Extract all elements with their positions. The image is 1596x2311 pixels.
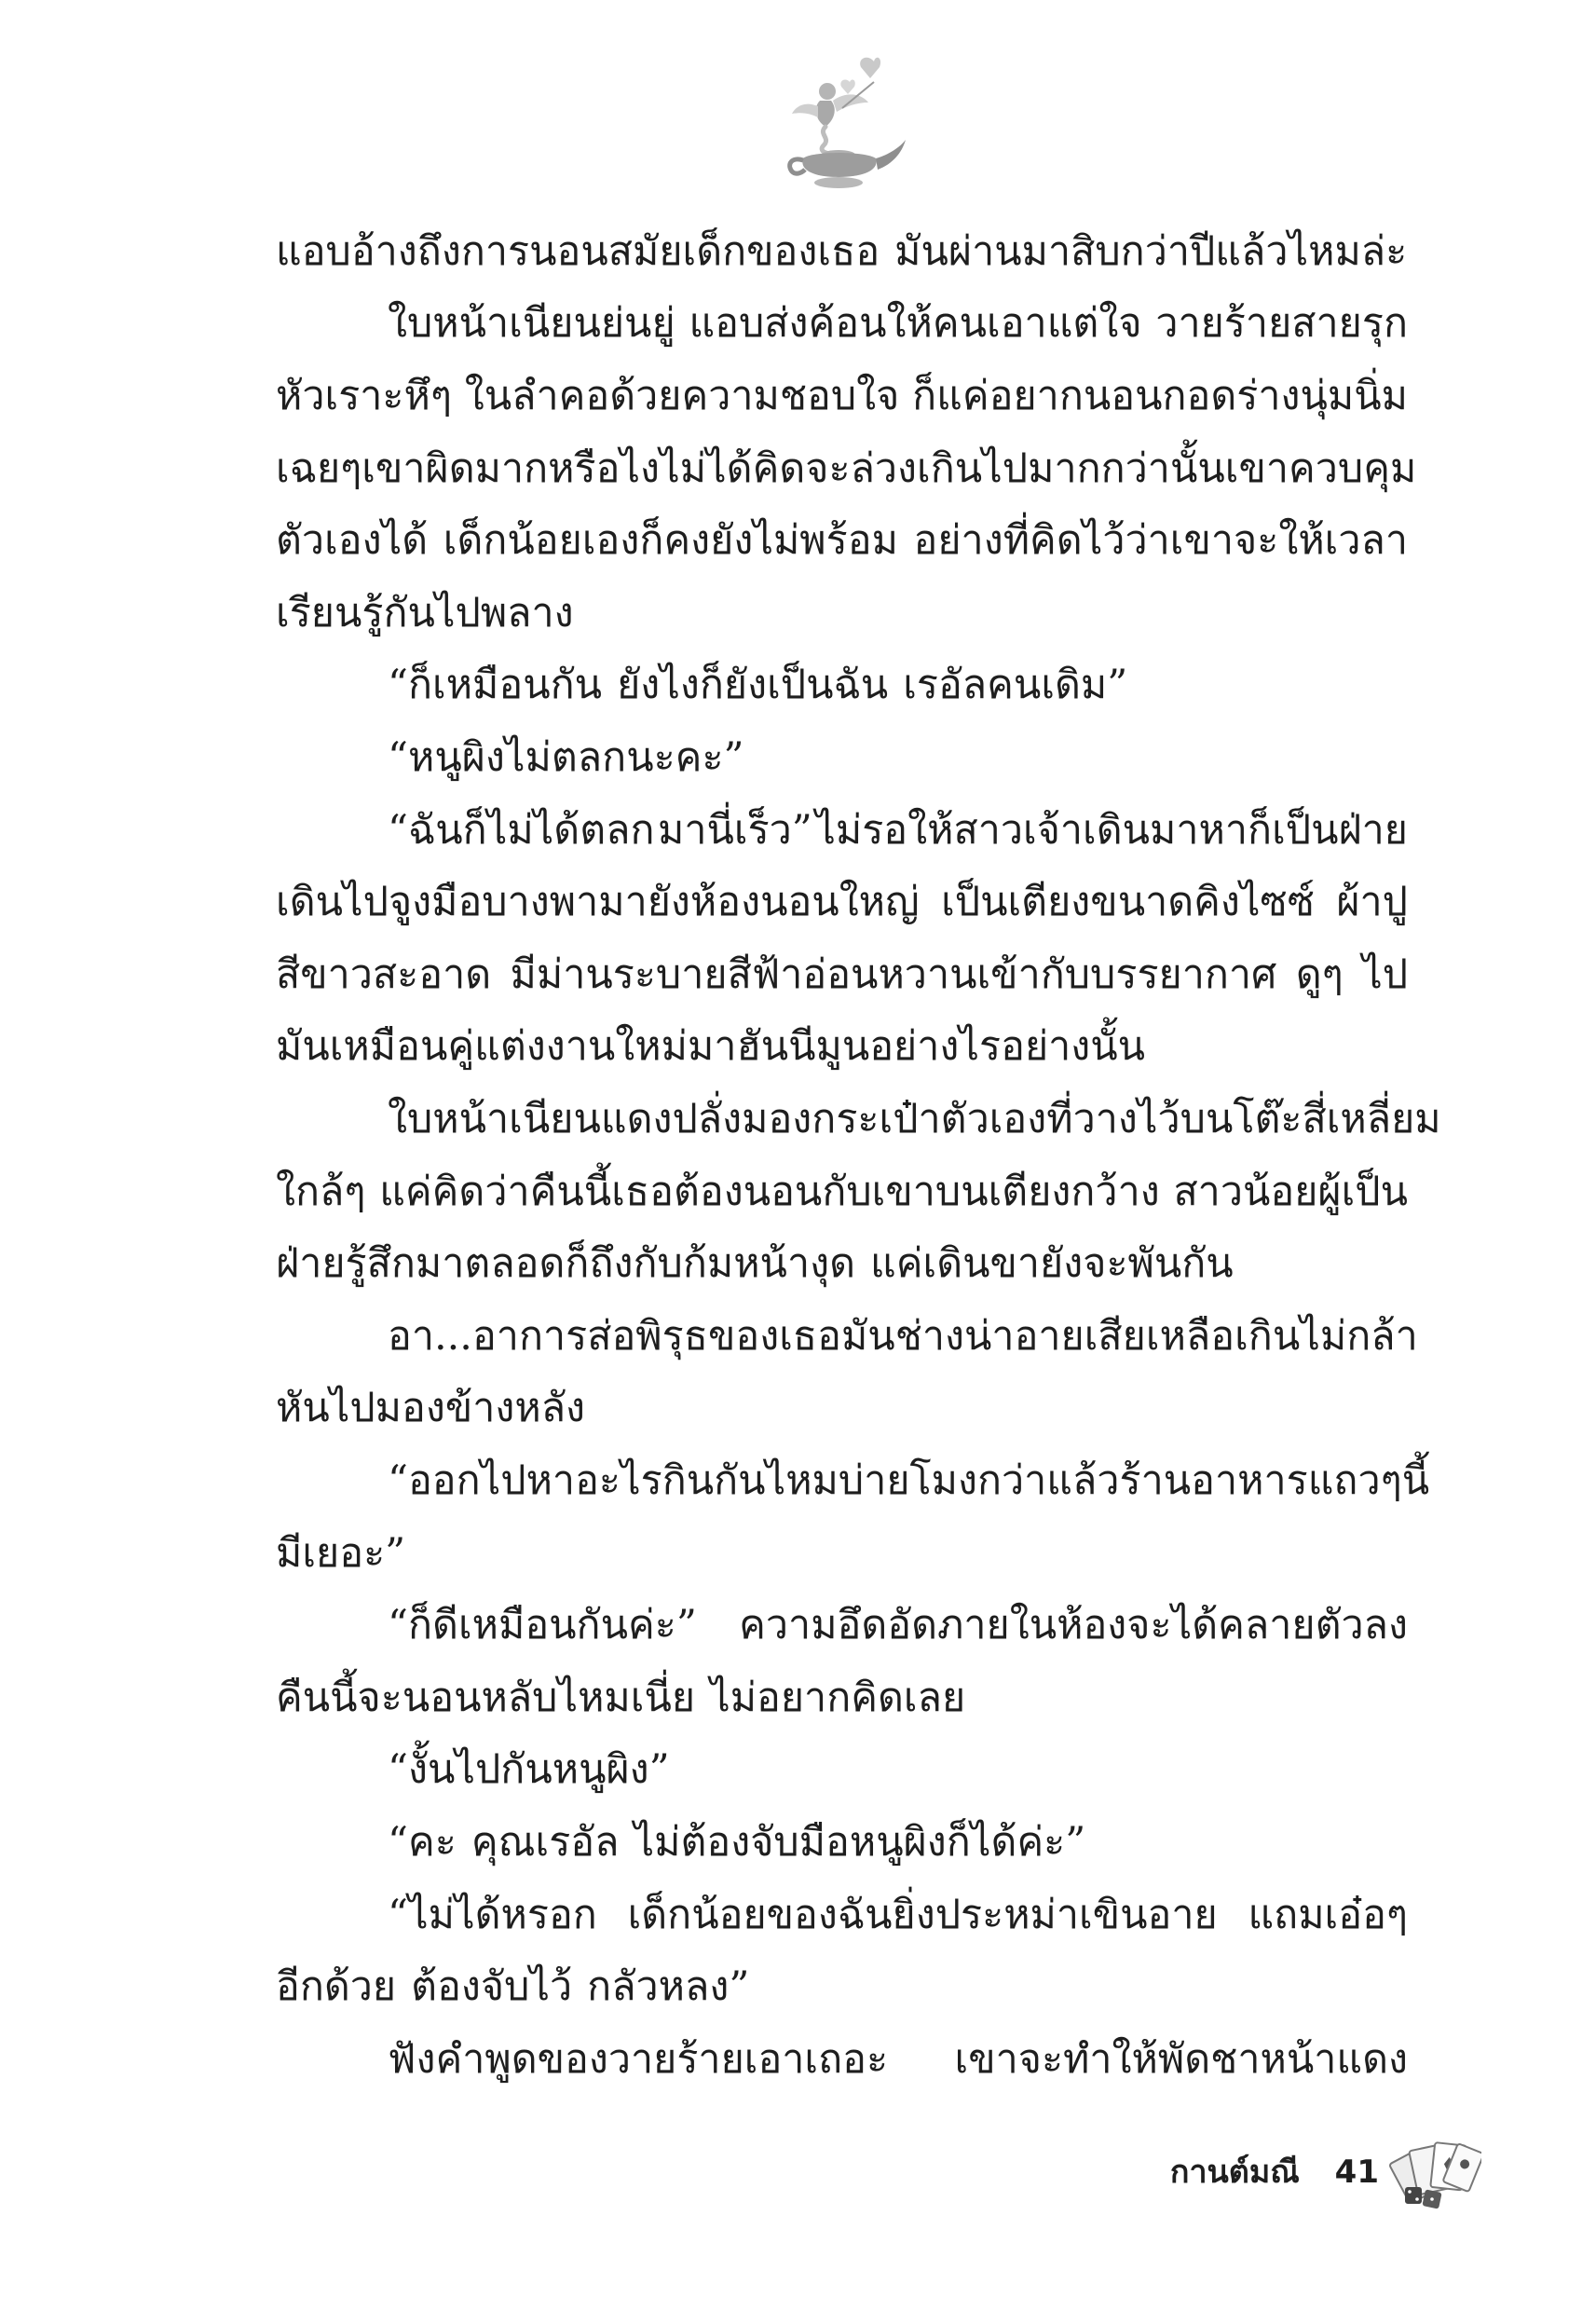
text-line <box>276 1518 1408 1591</box>
text-line <box>276 1734 1408 1807</box>
text-line <box>276 1445 1430 1518</box>
text-segment: กลัวหลง” <box>587 1963 750 2011</box>
text-segment: ตัวเองได้ <box>276 517 429 565</box>
text-segment: เขาจะทำให้พัดชาหน้าแดง <box>954 2035 1408 2083</box>
text-segment: สีขาวสะอาด <box>276 950 492 998</box>
text-segment: แอบส่งค้อนให้คนเอาแต่ใจ <box>689 300 1142 348</box>
text-segment: แค่เดินขายังจะพันกัน <box>870 1240 1234 1288</box>
page-number: 41 <box>1334 2154 1379 2191</box>
text-segment: ใบหน้าเนียนย่นยู่ <box>388 300 675 348</box>
text-segment: มานี่เร็ว” <box>657 806 812 854</box>
text-line <box>276 1012 1408 1085</box>
text-segment: ฟังคำพูดของวายร้ายเอาเถอะ <box>388 2035 889 2083</box>
text-segment: แอบอ้างถึงการนอนสมัยเด็กของเธอ <box>276 227 880 275</box>
text-segment: เดินไปจูงมือบางพามายังห้องนอนใหญ่ <box>276 879 920 926</box>
text-line <box>276 1590 1408 1662</box>
text-line <box>276 650 1408 723</box>
text-segment: มันผ่านมาสิบกว่าปีแล้วไหมล่ะ <box>894 227 1408 275</box>
book-title: กานต์มณี <box>1169 2154 1300 2191</box>
text-line <box>276 505 1408 578</box>
text-segment: หันไปมองข้างหลัง <box>276 1385 586 1432</box>
text-segment: “ไม่ได้หรอก <box>388 1891 597 1938</box>
text-segment: ยังไงก็ยังเป็นฉัน <box>617 662 889 709</box>
text-segment: เรอัลคนเดิม” <box>903 662 1128 709</box>
text-line <box>276 1084 1441 1156</box>
text-segment: ฝ่ายรู้สึกมาตลอดก็ถึงกับก้มหน้างุด <box>276 1240 856 1288</box>
text-segment: อา...อาการส่อพิรุธของเธอมันช่างน่าอายเสียเหลือเกิน <box>388 1312 1301 1360</box>
text-line <box>276 867 1408 939</box>
text-segment: เป็นเตียงขนาดคิงไซซ์ <box>941 879 1315 926</box>
text-segment: ผ้าปู <box>1336 879 1408 926</box>
text-line <box>276 939 1408 1012</box>
text-segment: มีม่านระบายสีฟ้าอ่อนหวานเข้ากับบรรยากาศ <box>510 950 1277 998</box>
text-segment: เฉยๆ <box>276 444 362 492</box>
text-segment: บ่ายโมงกว่าแล้ว <box>838 1456 1120 1504</box>
text-line <box>276 578 1408 650</box>
text-segment: “หนูผิงไม่ตลกนะคะ” <box>388 734 744 781</box>
text-segment: “งั้นไปกันหนูผิง” <box>388 1746 670 1794</box>
text-line <box>276 1228 1408 1301</box>
text-segment: ไม่ได้คิดจะล่วงเกินไปมากกว่านั้น <box>660 444 1225 492</box>
cupid-genie-lamp-svg <box>764 54 913 194</box>
text-segment: ก็แค่อยากนอนกอดร่างนุ่มนิ่ม <box>912 373 1408 420</box>
text-segment: ไม่กล้า <box>1300 1312 1418 1360</box>
text-segment: ไม่อยากคิดเลย <box>710 1674 966 1721</box>
text-line <box>276 1880 1408 1952</box>
text-segment: ดูๆ <box>1295 950 1344 998</box>
text-segment: แค่คิดว่าคืนนี้เธอต้องนอนกับเขาบนเตียงกว้าง <box>379 1168 1160 1215</box>
playing-cards-dice-svg <box>1388 2129 1481 2213</box>
text-segment: “ฉันก็ไม่ได้ตลก <box>388 806 655 854</box>
page-footer <box>1090 2129 1481 2213</box>
text-line <box>276 1301 1418 1374</box>
text-segment: ร้านอาหารแถวๆ <box>1119 1456 1402 1504</box>
text-segment: “ก็เหมือนกัน <box>388 662 603 709</box>
text-segment: “ออกไปหาอะไรกินกันไหม <box>388 1456 839 1504</box>
text-line <box>276 433 1417 506</box>
text-segment: ในลำคอด้วยความชอบใจ <box>464 373 900 420</box>
text-line <box>276 1662 1408 1735</box>
text-segment: อย่างที่คิดไว้ว่าเขาจะให้เวลา <box>913 517 1408 565</box>
text-segment: “ก็ดีเหมือนกันค่ะ” <box>388 1602 697 1649</box>
cupid-genie-lamp-icon <box>764 54 913 194</box>
text-segment: เรียนรู้กันไปพลาง <box>276 589 574 636</box>
text-segment: ใกล้ๆ <box>276 1168 366 1215</box>
text-line <box>276 1807 1408 1880</box>
text-line <box>276 1156 1408 1229</box>
text-line <box>276 289 1408 362</box>
text-line <box>276 216 1408 289</box>
text-line <box>276 795 1408 868</box>
text-segment: ไม่รอให้สาวเจ้าเดินมาหาก็เป็นฝ่าย <box>815 806 1408 854</box>
text-segment: วายร้ายสายรุก <box>1155 300 1408 348</box>
text-segment: มีเยอะ” <box>276 1529 406 1577</box>
text-segment: อีกด้วย <box>276 1963 397 2011</box>
text-line <box>276 1951 1408 2024</box>
text-segment: เด็กน้อยของฉันยิ่งประหม่าเขินอาย <box>627 1891 1218 1938</box>
text-segment: แถมเอ๋อๆ <box>1248 1891 1408 1938</box>
footer-text <box>1170 2146 1379 2196</box>
text-segment: เด็กน้อยเองก็คงยังไม่พร้อม <box>443 517 898 565</box>
text-segment: คืนนี้จะนอนหลับไหมเนี่ย <box>276 1674 696 1721</box>
text-segment: ใบหน้าเนียนแดงปลั่งมองกระเป๋าตัวเองที่วางไว้บนโต๊ะสี่เหลี่ยม <box>388 1095 1441 1142</box>
text-segment: ต้องจับไว้ <box>411 1963 573 2011</box>
text-line <box>276 1374 1408 1446</box>
story-text <box>276 216 1441 2096</box>
text-segment: หัวเราะหึๆ <box>276 373 452 420</box>
text-segment: มันเหมือนคู่แต่งงานใหม่มาฮันนีมูนอย่างไรอย่างนั้น <box>276 1023 1146 1071</box>
text-line <box>276 722 1408 795</box>
text-line <box>276 2024 1408 2097</box>
text-segment: ไป <box>1362 950 1408 998</box>
text-segment: เขาควบคุม <box>1224 444 1417 492</box>
playing-cards-dice-icon <box>1388 2129 1481 2213</box>
text-segment: คุณเรอัล <box>471 1818 620 1866</box>
text-segment: สาวน้อยผู้เป็น <box>1173 1168 1408 1215</box>
text-segment: นี้ <box>1401 1456 1430 1504</box>
text-segment: ไม่ต้องจับมือหนูผิงก็ได้ค่ะ” <box>634 1818 1086 1866</box>
text-segment: “คะ <box>388 1818 457 1866</box>
text-segment: ความอึดอัดภายในห้องจะได้คลายตัวลง <box>739 1602 1408 1649</box>
text-line <box>276 361 1408 433</box>
text-segment: เขาผิดมากหรือไง <box>361 444 661 492</box>
